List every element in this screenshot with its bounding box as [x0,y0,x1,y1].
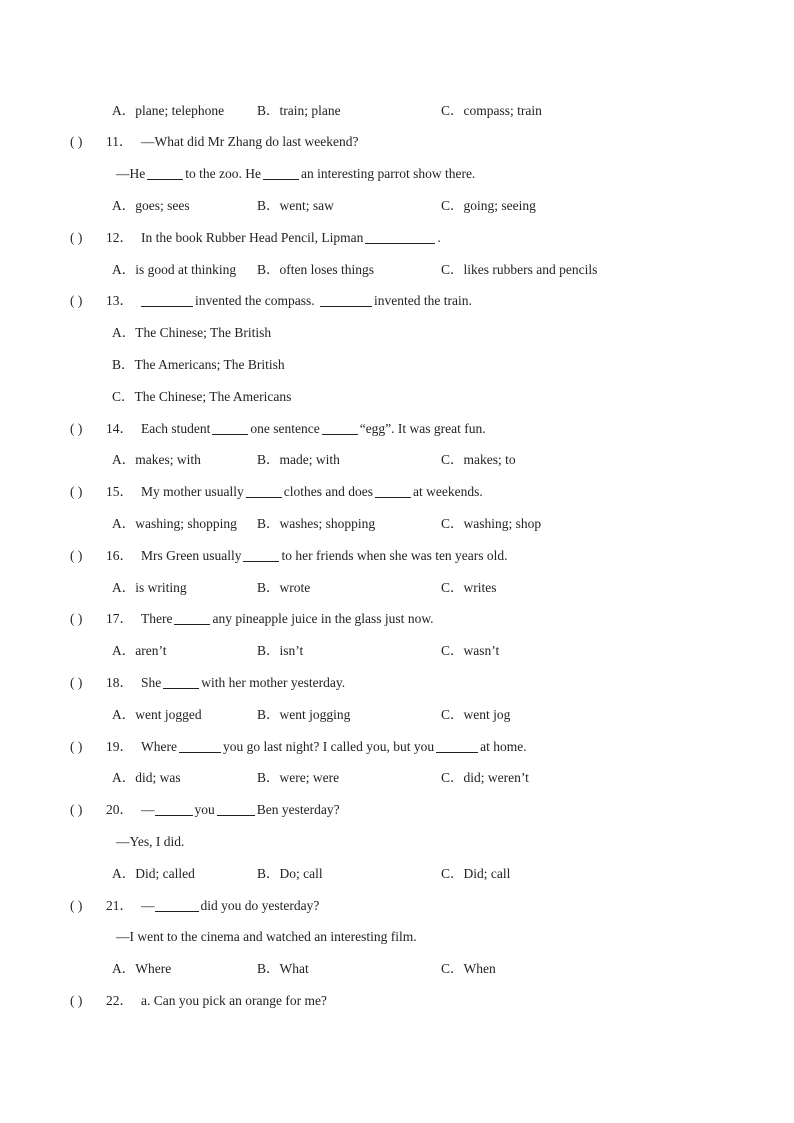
answer-blank [163,674,199,689]
q10-option-c: C．compass; train [441,103,542,118]
answer-blank [217,801,255,816]
option-b: B．went; saw [257,198,334,213]
question-number: 19． [106,739,133,754]
option-c: C．makes; to [441,452,516,467]
question-stem: a. Can you pick an orange for me? [141,993,327,1008]
option-b: B．washes; shopping [257,516,376,531]
option-a: A．went jogged [112,707,202,722]
option-c: C．did; weren’t [441,770,529,785]
stem-text: to her friends when she was ten years old. [281,548,508,563]
stem-text: any pineapple juice in the glass just now. [212,611,434,626]
option-b: B．were; were [257,770,340,785]
stem-text: clothes and does [283,484,373,499]
option-a: A．Did; called [112,866,195,881]
answer-blank [365,229,435,244]
option-c: C．likes rubbers and pencils [441,262,598,277]
question-number: 11． [106,134,133,149]
answer-blank [155,897,199,912]
stem-text: . [437,230,441,245]
stem-text: invented the compass. [195,293,315,308]
question-number: 21． [106,898,133,913]
sub-text: an interesting parrot show there. [300,166,476,181]
stem-text: My mother usually [141,484,244,499]
answer-blank [155,801,193,816]
option-b: B．went jogging [257,707,351,722]
stem-text: Where [141,739,177,754]
answer-paren: ( ) [70,675,83,690]
option-c: C．The Chinese; The Americans [112,389,292,404]
answer-blank [243,547,279,562]
stem-text: — [141,898,155,913]
stem-text: Ben yesterday? [256,802,340,817]
question-number: 15． [106,484,133,499]
question-number: 14． [106,421,133,436]
stem-text: — [141,802,155,817]
answer-paren: ( ) [70,898,83,913]
option-c: C．went jog [441,707,511,722]
option-b: B．Do; call [257,866,323,881]
option-a: A．did; was [112,770,181,785]
stem-text: invented the train. [373,293,472,308]
sub-text: —I went to the cinema and watched an interesting film. [116,929,417,944]
option-a: A．washing; shopping [112,516,237,531]
stem-text: you [194,802,215,817]
sub-text: —He [116,166,146,181]
stem-text: In the book Rubber Head Pencil, Lipman [141,230,364,245]
stem-text: did you do yesterday? [200,898,320,913]
option-a: A．is good at thinking [112,262,237,277]
option-b: B．isn’t [257,643,304,658]
answer-paren: ( ) [70,421,83,436]
q10-option-a: A．plane; telephone [112,103,225,118]
option-b: B．The Americans; The British [112,357,285,372]
option-b: B．What [257,961,309,976]
option-a: A．aren’t [112,643,167,658]
option-c: C．Did; call [441,866,511,881]
question-number: 13． [106,293,133,308]
answer-paren: ( ) [70,802,83,817]
option-c: C．wasn’t [441,643,500,658]
option-a: A．makes; with [112,452,201,467]
stem-text: one sentence [250,421,320,436]
stem-text: Mrs Green usually [141,548,242,563]
option-a: A．Where [112,961,172,976]
stem-text: at weekends. [412,484,483,499]
option-b: B．often loses things [257,262,374,277]
option-b: B．wrote [257,580,311,595]
option-c: C．writes [441,580,497,595]
answer-blank [174,610,210,625]
answer-blank [179,738,221,753]
question-stem: —What did Mr Zhang do last weekend? [141,134,359,149]
stem-text: She [141,675,162,690]
option-a: A．goes; sees [112,198,190,213]
answer-blank [263,165,299,180]
question-number: 12． [106,230,133,245]
stem-text: you go last night? I called you, but you [222,739,435,754]
stem-text: at home. [480,739,527,754]
answer-paren: ( ) [70,548,83,563]
answer-paren: ( ) [70,611,83,626]
answer-paren: ( ) [70,293,83,308]
stem-text: with her mother yesterday. [201,675,346,690]
answer-paren: ( ) [70,134,83,149]
question-number: 17． [106,611,133,626]
option-a: A．The Chinese; The British [112,325,272,340]
sub-text: to the zoo. He [185,166,261,181]
answer-blank [212,420,248,435]
answer-blank [246,483,282,498]
option-c: C．When [441,961,496,976]
question-number: 20． [106,802,133,817]
answer-blank [141,292,193,307]
answer-paren: ( ) [70,739,83,754]
option-c: C．washing; shop [441,516,542,531]
stem-text: Each student [141,421,211,436]
option-c: C．going; seeing [441,198,536,213]
stem-text: “egg”. It was great fun. [359,421,486,436]
stem-text: There [141,611,173,626]
answer-blank [320,292,372,307]
sub-text: —Yes, I did. [116,834,185,849]
q10-option-b: B．train; plane [257,103,341,118]
option-b: B．made; with [257,452,340,467]
question-number: 18． [106,675,133,690]
answer-blank [436,738,478,753]
answer-blank [375,483,411,498]
option-a: A．is writing [112,580,187,595]
answer-paren: ( ) [70,484,83,499]
question-number: 22． [106,993,133,1008]
question-number: 16． [106,548,133,563]
answer-paren: ( ) [70,993,83,1008]
answer-paren: ( ) [70,230,83,245]
answer-blank [322,420,358,435]
answer-blank [147,165,183,180]
